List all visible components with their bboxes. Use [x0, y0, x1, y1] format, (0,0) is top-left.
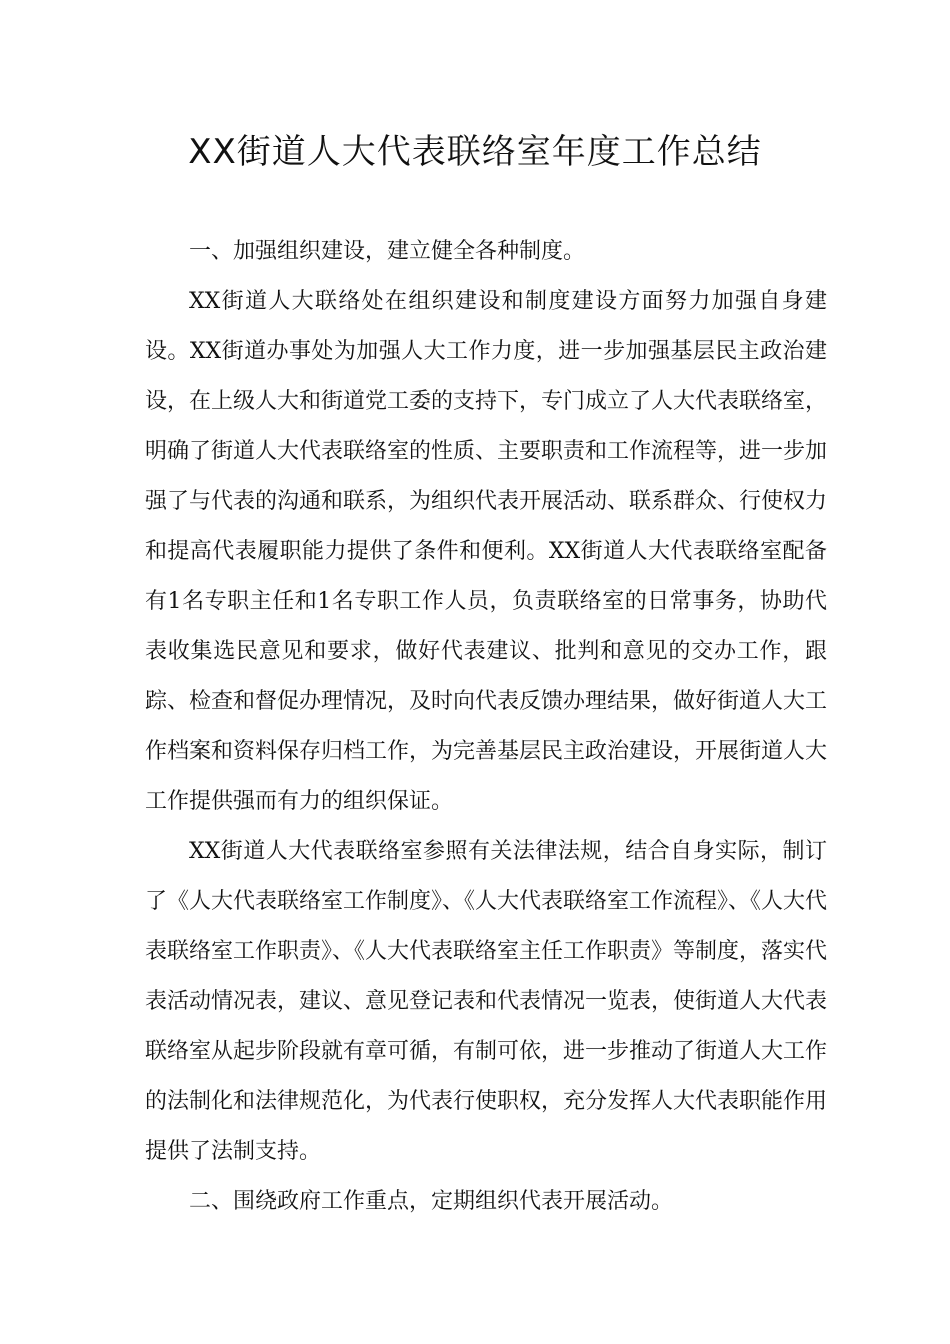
section-heading-1: 一、加强组织建设，建立健全各种制度。 [189, 239, 586, 264]
document-body [145, 227, 827, 1227]
paragraph-1: XX街道人大联络处在组织建设和制度建设方面努力加强自身建设。XX街道办事处为加强人大工作力度，进一步加强基层民主政治建设，在上级人大和街道党工委的支持下，专门成立了人大代表联络室，明确了街道人大代表联络室的性质、主要职责和工作流程等，进一步加强了与代表的沟通和联系，为组织代表开展活动、联系群众、行使权力和提高代表履职能力提供了条件和便利。XX街道人大代表联络室配备有1名专职主任和1名专职工作人员，负责联络室的日常事务，协助代表收集选民意见和要求，做好代表建议、批判和意见的交办工作，跟踪、检查和督促办理情况，及时向代表反馈办理结果，做好街道人大工作档案和资料保存归档工作，为完善基层民主政治建设，开展街道人大工作提供强而有力的组织保证。 [145, 289, 828, 814]
document-title: XX街道人大代表联络室年度工作总结 [188, 132, 762, 172]
paragraph-2: XX街道人大代表联络室参照有关法律法规，结合自身实际，制订了《人大代表联络室工作制度》、《人大代表联络室工作流程》、《人大代表联络室工作职责》、《人大代表联络室主任工作职责》等制度，落实代表活动情况表，建议、意见登记表和代表情况一览表，使街道人大代表联络室从起步阶段就有章可循，有制可依，进一步推动了街道人大工作的法制化和法律规范化，为代表行使职权，充分发挥人大代表职能作用提供了法制支持。 [145, 839, 828, 1164]
section-heading-2: 二、围绕政府工作重点，定期组织代表开展活动。 [189, 1189, 674, 1214]
